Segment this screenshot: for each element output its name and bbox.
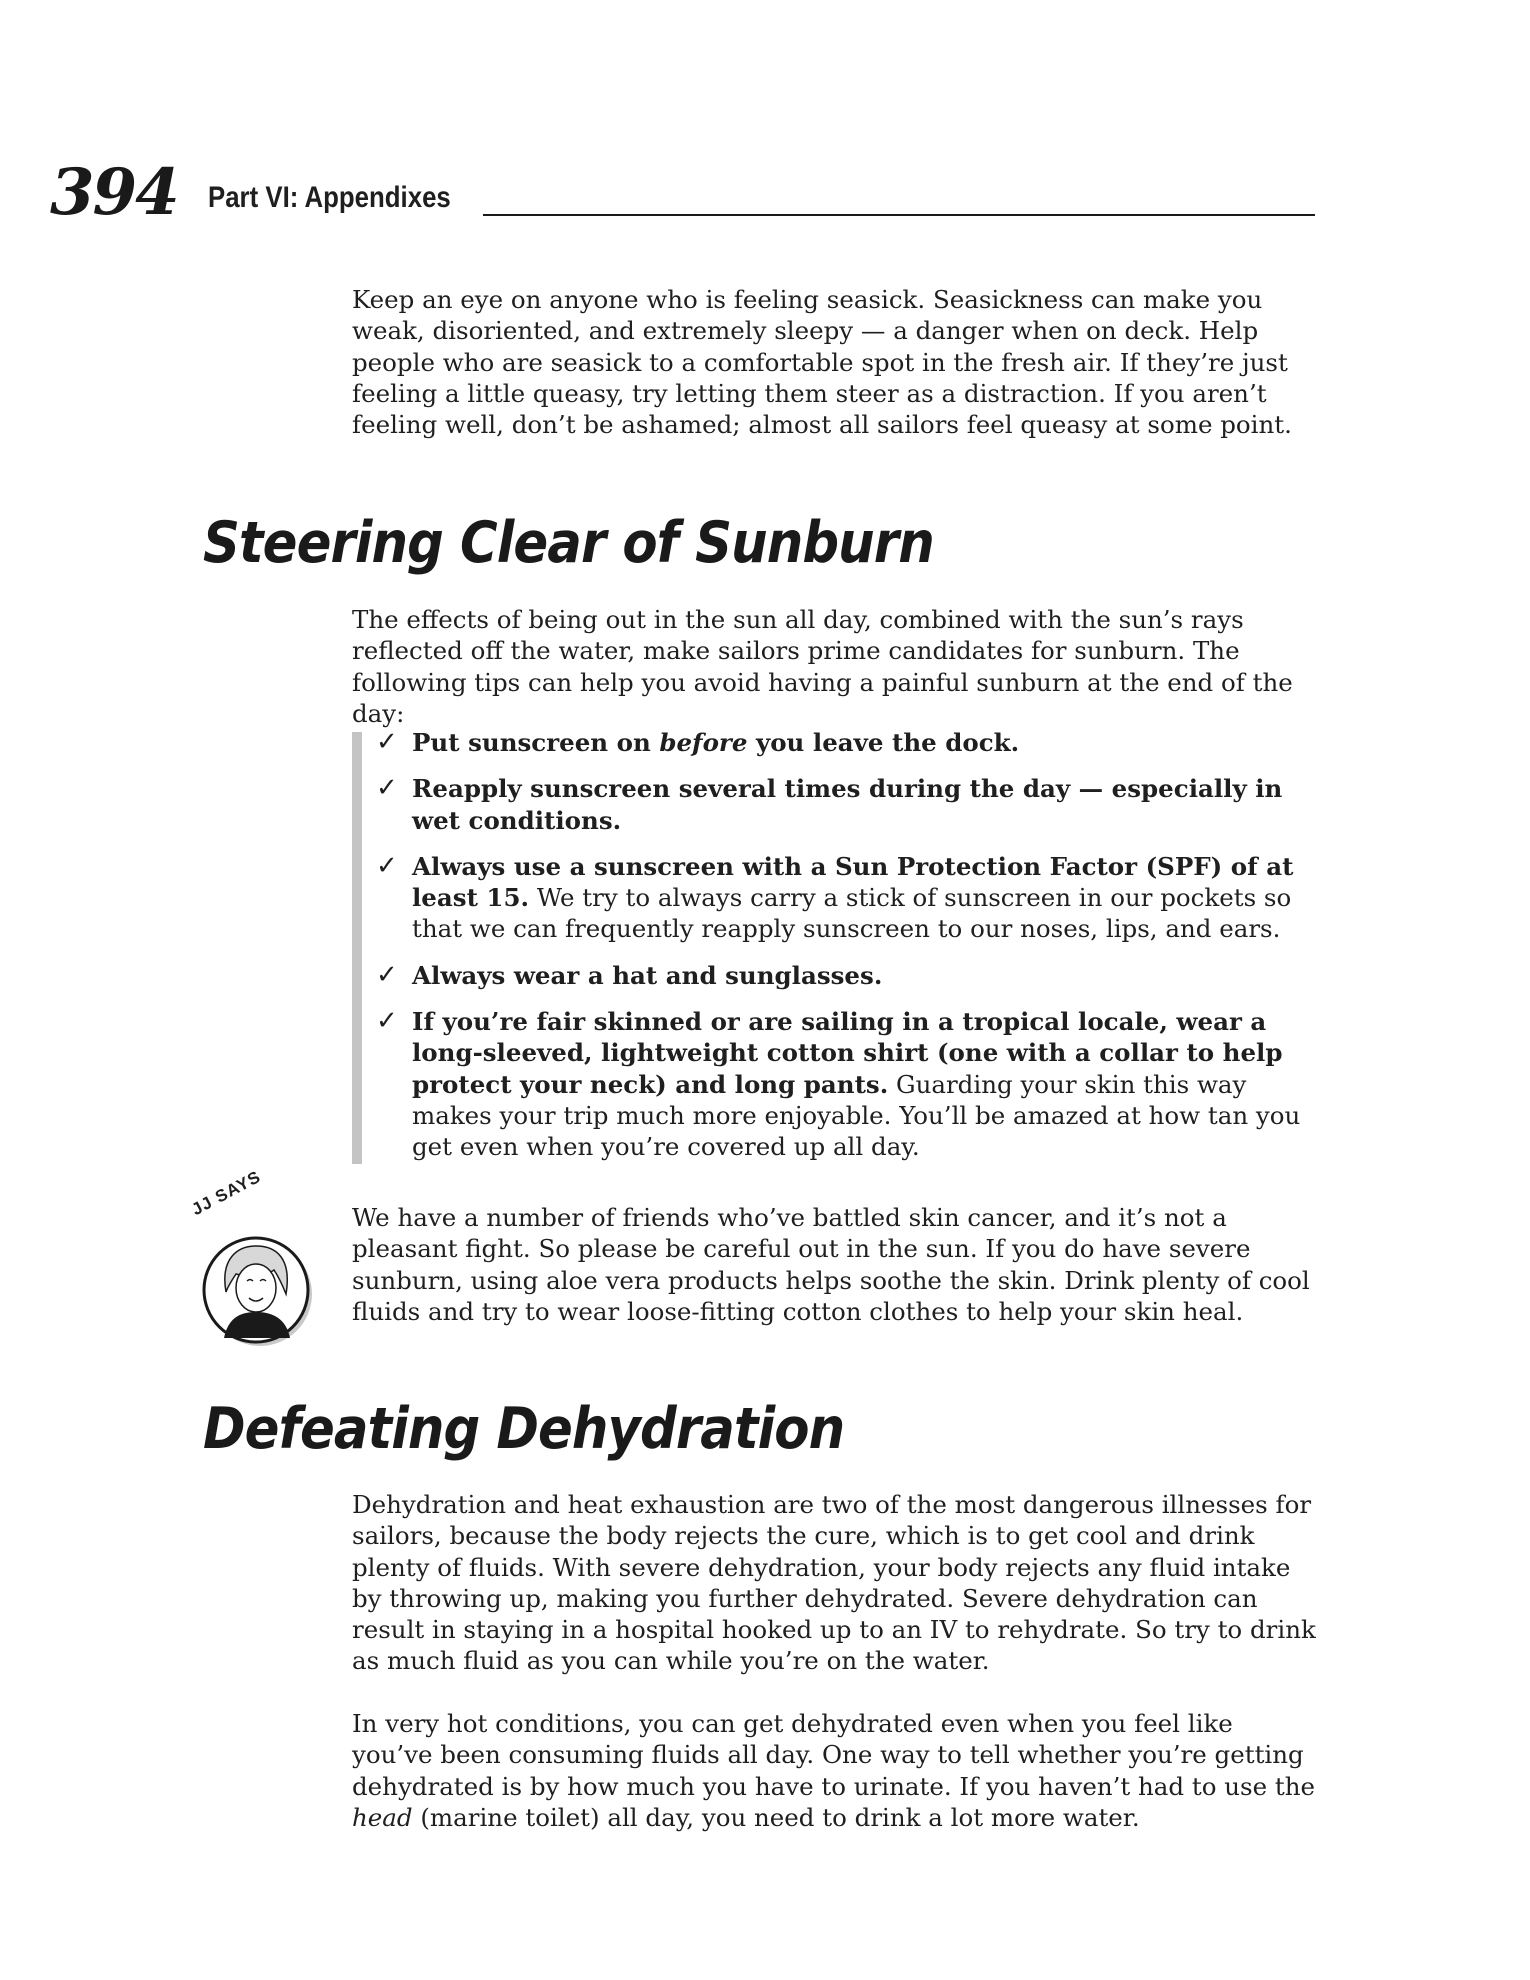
part-title: Part VI: Appendixes (208, 181, 451, 214)
icon-label: JJ SAYS (188, 1166, 265, 1220)
tip-bold-text: Put sunscreen on (412, 728, 660, 757)
list-item (374, 960, 1324, 991)
sunburn-intro-paragraph: The effects of being out in the sun all day, combined with the sun’s rays reflected off the water, make sailors prime candidates for sunburn. The following tips can help you avoid having a painful sunburn at the end of the day: (352, 605, 1293, 728)
page-number: 394 (50, 155, 178, 230)
tip-bold-text-end: you leave the dock. (747, 728, 1020, 757)
portrait-icon (190, 1196, 320, 1346)
paragraph-text-end: (marine toilet) all day, you need to drink a lot more water. (412, 1802, 1140, 1832)
tip-bold-text: If you’re fair skinned or are sailing in a tropical locale, wear a long-sleeved, lightweight cotton shirt (one with a collar to help protect your neck) and long pants. (412, 1007, 1283, 1099)
list-sidebar-bar (352, 732, 362, 1164)
list-item (374, 773, 1324, 836)
dehydration-paragraph-1: Dehydration and heat exhaustion are two of the most dangerous illnesses for sailors, because the body rejects the cure, which is to get cool and drink plenty of fluids. With severe dehydration, your body rejects any fluid intake by throwing up, making you further dehydrated. Severe dehydration can result in staying in a hospital hooked up to an IV to rehydrate. So try to drink as much fluid as you can while you’re on the water. (352, 1490, 1316, 1676)
page-header (50, 155, 1315, 230)
paragraph-text: In very hot conditions, you can get dehydrated even when you feel like you’ve been consuming fluids all day. One way to tell whether you’re getting dehydrated is by how much you have to urinate. If you haven’t had to use the (352, 1709, 1316, 1801)
tip-emphasis-text: before (659, 728, 748, 757)
list-item (374, 727, 1324, 758)
checkmark-icon: ✓ (376, 1006, 398, 1037)
dehydration-paragraph-2 (352, 1708, 1317, 1833)
tip-bold-text: Always wear a hat and sunglasses. (412, 960, 883, 990)
checkmark-icon: ✓ (376, 773, 398, 804)
section-heading-sunburn: Steering Clear of Sunburn (203, 510, 934, 576)
sunburn-tips-list (374, 727, 1324, 1178)
jj-says-icon (188, 1166, 320, 1346)
tip-bold-text: Reapply sunscreen several times during the day — especially in wet conditions. (412, 774, 1283, 835)
tip-detail-text: We try to always carry a stick of sunscreen in our pockets so that we can frequently reapply sunscreen to our noses, lips, and ears. (412, 883, 1292, 944)
emphasis-text: head (352, 1802, 413, 1832)
checkmark-icon: ✓ (376, 727, 398, 757)
list-item (374, 851, 1324, 945)
checkmark-icon: ✓ (376, 850, 398, 881)
tip-bold-text: Always use a sunscreen with a Sun Protection Factor (SPF) of at least 15. (412, 851, 1294, 913)
tip-detail-text: Guarding your skin this way makes your trip much more enjoyable. You’ll be amazed at how tan you get even when you’re covered up all day. (412, 1069, 1301, 1162)
header-rule (483, 214, 1315, 216)
list-item (374, 1006, 1324, 1162)
checkmark-icon: ✓ (376, 959, 398, 990)
section-heading-dehydration: Defeating Dehydration (203, 1396, 845, 1462)
intro-paragraph: Keep an eye on anyone who is feeling seasick. Seasickness can make you weak, disoriented, and extremely sleepy — a danger when on deck. Help people who are seasick to a comfortable spot in the fresh air. If they’re just feeling a little queasy, try letting them steer as a distraction. If you aren’t feeling well, don’t be ashamed; almost all sailors feel queasy at some point. (352, 285, 1292, 440)
jj-says-paragraph: We have a number of friends who’ve battled skin cancer, and it’s not a pleasant fight. So please be careful out in the sun. If you do have severe sunburn, using aloe vera products helps soothe the skin. Drink plenty of cool fluids and try to wear loose-fitting cotton clothes to help your skin heal. (352, 1203, 1310, 1326)
